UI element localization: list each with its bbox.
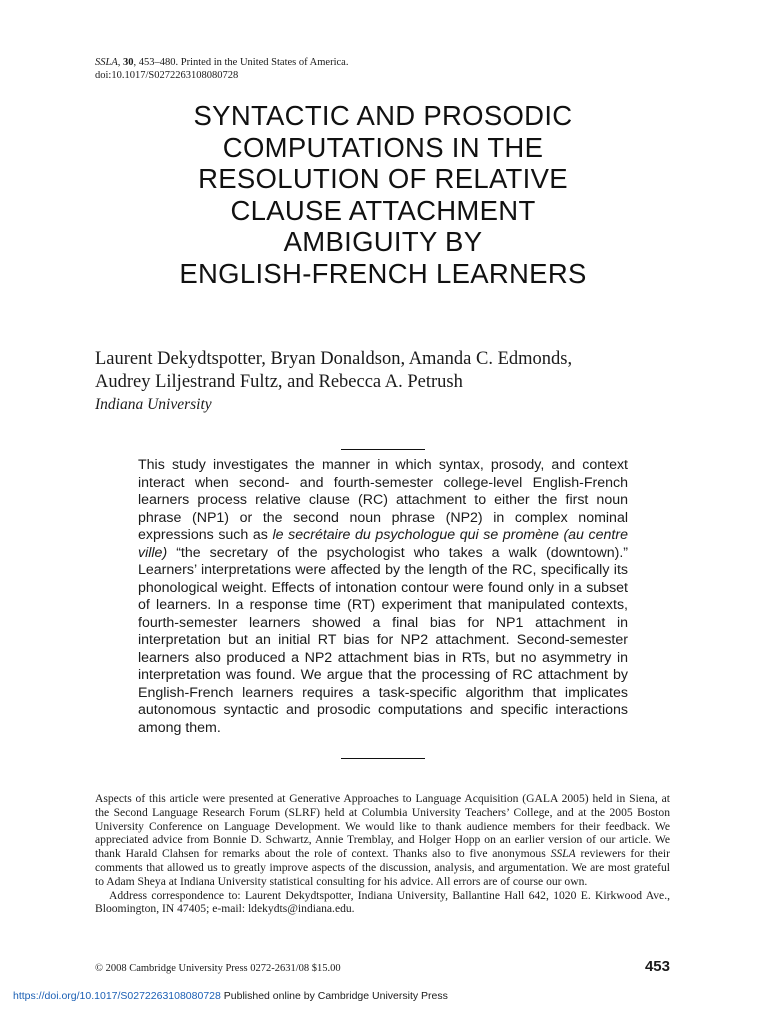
title-line: AMBIGUITY BY: [283, 226, 483, 258]
volume-number: 30: [123, 57, 134, 68]
title-line: COMPUTATIONS IN THE: [222, 131, 544, 163]
abstract-bottom-rule: [341, 758, 425, 759]
abstract: [138, 457, 628, 737]
abstract-text-2: “the secretary of the psychologist who takes a walk (downtown).” Learners’ interpretations were affected by the length of the RC, specifically its phonological weight. Effects of intonation contour were found only in a subset of learners. In a response time (RT) experiment that manipulated contexts, fourth-semester learners showed a final bias for NP1 attachment in interpretation but an initial RT bias for NP2 attachment. Second-semester learners also produced a NP2 attachment bias in RTs, but no asymmetry in interpretation was found. We argue that the processing of RC attachment by English-French learners requires a task-specific algorithm that implicates autonomous syntactic and prosodic computations and specific interactions among them.: [138, 544, 628, 736]
title-line: CLAUSE ATTACHMENT: [230, 194, 536, 226]
correspondence: Address correspondence to: Laurent Dekydtspotter, Indiana University, Ballantine Hall 642, 1020 E. Kirkwood Ave., Bloomington, IN 47405; e-mail: ldekydts@indiana.edu.: [95, 888, 670, 916]
publication-footer: [13, 990, 448, 1002]
journal-abbrev: SSLA: [95, 57, 118, 68]
pages-print: , 453–480. Printed in the United States of America.: [133, 57, 349, 68]
doi-line: doi:10.1017/S0272263108080728: [95, 70, 239, 81]
affiliation: Indiana University: [95, 396, 212, 413]
citation-line: SSLA, 30, 453–480. Printed in the United States of America.: [95, 57, 349, 68]
copyright: © 2008 Cambridge University Press 0272-2631/08 $15.00: [95, 963, 341, 974]
abstract-top-rule: [341, 449, 425, 450]
abstract-text-1: This study investigates the manner in which syntax, prosody, and context interact when second- and fourth-semester college-level English-French learners process relative clause (RC) attachment to either the first noun phrase (NP1) or the second noun phrase (NP2) in complex nominal expressions such as: [138, 457, 628, 543]
author-list: [95, 348, 572, 394]
title-line: SYNTACTIC AND PROSODIC: [193, 100, 573, 131]
published-online-text: Published online by Cambridge University Press: [220, 990, 448, 1002]
title-line: RESOLUTION OF RELATIVE: [198, 163, 568, 195]
footnote: [95, 792, 670, 916]
acknowledgments-text-2: reviewers for their comments that allowed us to greatly improve aspects of the discussion, analysis, and argumentation. We are most grateful to Adam Sheya at Indiana University statistical consulting for his advice. All errors are of course our own.: [95, 847, 670, 888]
doi-link[interactable]: https://doi.org/10.1017/S0272263108080728: [13, 990, 221, 1002]
article-title: [110, 100, 656, 290]
acknowledgments-text-1: Aspects of this article were presented at Generative Approaches to Language Acquisition (GALA 2005) held in Siena, at the Second Language Research Forum (SLRF) held at Columbia University Teachers’ College, and at the 2005 Boston University Conference on Language Development. We would like to thank audience members for their feedback. We appreciated advice from Bonnie D. Schwartz, Annie Tremblay, and Holger Hopp on an earlier version of our article. We thank Harald Clahsen for remarks about the role of context. Thanks also to five anonymous: [95, 792, 670, 861]
journal-abbrev: SSLA: [550, 847, 576, 861]
title-line: ENGLISH-FRENCH LEARNERS: [179, 257, 587, 289]
page-number: 453: [644, 958, 670, 975]
acknowledgments: [95, 792, 670, 889]
authors-line-1: Laurent Dekydtspotter, Bryan Donaldson, Amanda C. Edmonds,: [95, 349, 573, 369]
running-head: [95, 56, 348, 82]
authors-line-2: Audrey Liljestrand Fultz, and Rebecca A. Petrush: [95, 372, 463, 392]
abstract-example: le secrétaire du psychologue qui se promène (au centre ville): [138, 527, 628, 561]
